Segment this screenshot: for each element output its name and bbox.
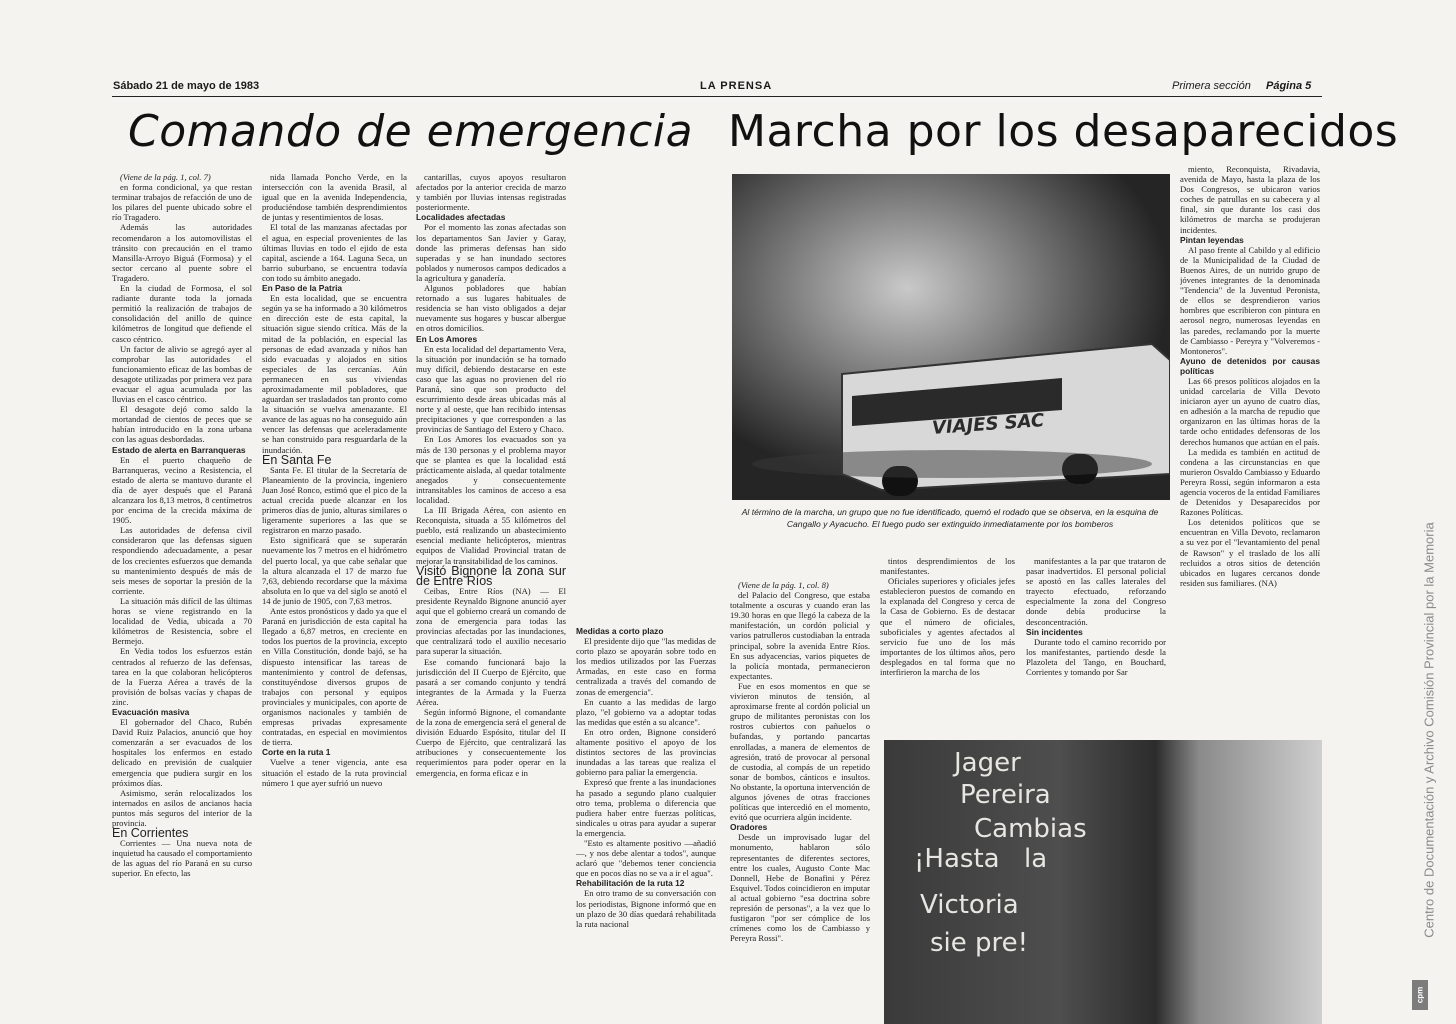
paragraph: Durante todo el camino recorrido por los manifestantes, partiendo desde la Plazoleta del Tango, en Bouchard, Corrientes y tomando por Sar	[1026, 636, 1166, 678]
paragraph: Esto significará que se superarán nuevamente los 7 metros en el hidrómetro del puerto local, ya que cabe señalar que la altura alcanzada el 17 de marzo fue 7,63, debiendo recordarse que la máxima absoluta en lo que va del siglo se anotó el 14 de junio de 1905, con 7,63 metros.	[262, 535, 407, 606]
section-heading: Visitó Bignone la zona sur de Entre Ríos	[416, 563, 566, 588]
article-column-4	[576, 626, 716, 1024]
subheading: En Los Amores	[416, 333, 478, 344]
paragraph: Vuelve a tener vigencia, ante esa situación el estado de la ruta provincial número 1 que ayer sufrió un nuevo	[262, 757, 407, 788]
paragraph: En otro tramo de su conversación con los periodistas, Bignone informó que en un plazo de 30 días quedará rehabilitada la ruta nacional	[576, 888, 716, 929]
paragraph: En el puerto chaqueño de Barranqueras, vecino a Resistencia, el estado de alerta se mantuvo durante el día de ayer después que el Paraná alcanzara los 8,13 metros, 8 centímetros por encima de la crecida máxima de 1905.	[112, 454, 252, 526]
graffiti-text: Jager	[954, 748, 1021, 778]
paragraph: Oficiales superiores y oficiales jefes establecieron puestos de comando en la explanada del Congreso y cerca de la Casa de Gobierno. Es de destacar que el número de oficiales, suboficiales y agentes afectados al servicio fue uno de los más importantes de los últimos años, pero desplegados en tal forma que no interfirieron la marcha de los	[880, 576, 1015, 678]
cpm-logo-text: cpm	[1415, 986, 1425, 1004]
newspaper-name: LA PRENSA	[700, 80, 773, 92]
paragraph: La situación más difícil de las últimas horas se viene registrando en la localidad de Vedia, ubicada a 70 kilómetros de Resistencia, sobre el Bermejo.	[112, 595, 252, 647]
paragraph: Corrientes — Una nueva nota de inquietud ha causado el comportamiento de las aguas del río Paraná en su curso superior. En efecto, las	[112, 838, 252, 879]
archive-credit-text: Centro de Documentación y Archivo Comisión Provincial por la Memoria	[1421, 522, 1437, 938]
paragraph: En Los Amores los evacuados son ya más de 130 personas y el problema mayor que se plantea es que la localidad está prácticamente aislada, al quedar totalmente anegados y consecuentemente intransitables los caminos de acceso a esa localidad.	[416, 434, 566, 505]
paragraph: En cuanto a las medidas de largo plazo, "el gobierno va a adoptar todas las medidas que estén a su alcance".	[576, 696, 716, 727]
subheading: Corte en la ruta 1	[262, 747, 331, 758]
header-rule	[112, 96, 1322, 97]
graffiti-text: la	[1024, 844, 1048, 874]
section-heading: En Santa Fe	[262, 452, 332, 467]
paragraph: manifestantes a la par que trataron de pasar inadvertidos. El personal policial se apostó en las calles laterales del trayecto efectuado, reforzando especialmente la zona del Congreso donde debía producirse la desconcentración.	[1026, 556, 1166, 627]
archive-credit	[1414, 480, 1444, 980]
paragraph: del Palacio del Congreso, que estaba totalmente a oscuras y cuando eran las 19.30 horas en que llegó la cabeza de la manifestación, un cordón policial y varios patrulleros custodiaban la entrada principal, sobre la avenida Entre Ríos. En sus adyacencias, varios piquetes de la policía montada, permanecieron expectantes.	[730, 590, 870, 681]
paragraph: Ante estos pronósticos y dado ya que el Paraná en jurisdicción de esta capital ha llegado a 6,87 metros, en creciente en todos los puertos de la provincia, excepto en Villa Constitución, donde bajó, se ha dispuesto intensificar las tareas de mantenimiento y control de defensas, constituyéndose diversos grupos de trabajos con personal y equipos provinciales y municipales, con aporte de organismos nacionales y también de empresas privadas expresamente contratadas, en especial en movimientos de tierra.	[262, 606, 407, 748]
paragraph: Santa Fe. El titular de la Secretaría de Planeamiento de la provincia, ingeniero Juan José Ronco, estimó que el pico de la actual crecida puede alcanzar en los primeros días de junio, alturas similares o ligeramente superiores a las que se registraron en marzo pasado.	[262, 464, 407, 536]
paragraph: Expresó que frente a las inundaciones ha pasado a segundo plano cualquier otro tema, problema o diferencia que pudiera haber entre fuerzas políticas, sindicales u otras para ayudar a superar la emergencia.	[576, 777, 716, 838]
paragraph: Asimismo, serán relocalizados los internados en asilos de ancianos hacia puntos más seguros del interior de la provincia.	[112, 787, 252, 828]
article-column-6	[880, 556, 1015, 734]
paragraph: El desagote dejó como saldo la mortandad de cientos de peces que se habían introducido en la zona urbana con las aguas desbordadas.	[112, 404, 252, 445]
paragraph: En la ciudad de Formosa, el sol radiante durante toda la jornada permitió la realización de trabajos de consolidación del anillo de quince kilómetros de longitud que defiende el casco céntrico.	[112, 283, 252, 344]
issue-date: Sábado 21 de mayo de 1983	[113, 80, 260, 92]
graffiti-text: Cambias	[974, 814, 1087, 844]
paragraph: Además las autoridades recomendaron a los automovilistas el tránsito con precaución en el tramo Mansilla-Arroyo Biguá (Formosa) y el sector cercano al puente sobre el Tragadero.	[112, 222, 252, 283]
paragraph: Al paso frente al Cabildo y al edificio de la Municipalidad de la Ciudad de Buenos Aires, de un nutrido grupo de jóvenes integrantes de la denominada "Tendencia" de la Juventud Peronista, de ellos se desprendieron varios hombres que escribieron con pintura en aerosol negro, numerosas leyendas en las paredes, reclamando por la muerte de Cambiasso - Pereyra y "Volveremos - Montoneros".	[1180, 244, 1320, 356]
paragraph: nida llamada Poncho Verde, en la intersección con la avenida Brasil, al igual que en la avenida Independencia, produciéndose también desprendimientos de juntas y resentimientos de losas.	[262, 172, 407, 223]
paragraph: En esta localidad, que se encuentra según ya se ha informado a 30 kilómetros en dirección este de esta capital, la situación sigue siendo crítica. Más de la mitad de la población, en especial las personas de edad avanzada y niños han sido evacuadas y alojados en sitios especiales de las cercanías. Aún permanecen en sus viviendas aproximadamente mil pobladores, que aguardan ser trasladados tan pronto como la situación se vuelva amenazante. El avance de las aguas no ha conseguido aún vencer las defensas que aceleradamente se han construido para resguardarla de la inundación.	[262, 293, 407, 455]
paragraph: El gobernador del Chaco, Rubén David Ruiz Palacios, anunció que hoy comenzarán a ser evacuados de los hospitales los enfermos en estado delicado en previsión de cualquier emergencia que pudiera surgir en los próximos días.	[112, 717, 252, 788]
paragraph: cantarillas, cuyos apoyos resultaron afectados por la anterior crecida de marzo y también por lluvias intensas registradas posteriormente.	[416, 172, 566, 213]
photo-graffiti	[884, 740, 1322, 1024]
paragraph: Según informó Bignone, el comandante de la zona de emergencia será el general de división Eduardo Espósito, titular del II Cuerpo de Ejército, que centralizará las atribuciones y consecuentemente los requerimientos para poder operar en la emergencia, en forma eficaz e in	[416, 706, 566, 778]
section-heading: En Corrientes	[112, 826, 189, 841]
paragraph: La III Brigada Aérea, con asiento en Reconquista, situada a 55 kilómetros del pueblo, está realizando un abastecimiento esencial mediante helicópteros, mientras equipos de Vialidad Provincial tratan de mejorar la transitabilidad de los caminos.	[416, 505, 566, 566]
article-column-3	[416, 172, 566, 1024]
article-column-5	[730, 580, 870, 1024]
paragraph: En esta localidad del departamento Vera, la situación por inundación se ha tornado muy difícil, debiendo destacarse en este caso que las aguas no provienen del río Paraná, sino que son producto del escurrimiento desde áreas ubicadas más al norte y al oeste, que han recibido intensas precipitaciones y que corresponden a las provincias de Santiago del Estero y Chaco.	[416, 343, 566, 435]
paragraph: Ceibas, Entre Ríos (NA) — El presidente Reynaldo Bignone anunció ayer aquí que el gobierno creará un comando de zona de emergencia para todas las provincias afectadas por las inundaciones, que centralizará todo el auxilio necesario para superar la situación.	[416, 585, 566, 657]
article-column-7	[1026, 556, 1166, 734]
graffiti-text: Victoria	[920, 890, 1019, 920]
paragraph: Las 66 presos políticos alojados en la unidad carcelaria de Villa Devoto iniciaron ayer un ayuno de cuatro días, en adhesión a la marcha de repudio que organizaron en las últimas horas de la tarde ocho entidades defensoras de los derechos humanos que actúan en el país.	[1180, 375, 1320, 447]
subheading: En Paso de la Patria	[262, 283, 343, 294]
paragraph: Los detenidos políticos que se encuentran en Villa Devoto, reclamaron a su vez por el "levantamiento del penal de Rawson" y el traslado de los allí recluidos a otros sitios de detención ubicados en lugares cercanos donde residen sus familiares. (NA)	[1180, 517, 1320, 588]
subheading: Estado de alerta en Barranqueras	[112, 444, 246, 455]
graffiti-text: ¡Hasta	[914, 844, 1000, 874]
paragraph: tintos desprendimientos de los manifestantes.	[880, 556, 1015, 577]
page-number: Página 5	[1266, 80, 1312, 92]
paragraph: en forma condicional, ya que restan terminar trabajos de refacción de uno de los pilares del puente ubicado sobre el río Tragadero.	[112, 182, 252, 223]
paragraph: El total de las manzanas afectadas por el agua, en especial provenientes de las últimas lluvias en todo el ejido de esta capital, asciende a 164. Laguna Seca, un barrio suburbano, se encuentra todavía con todo su ámbito anegado.	[262, 222, 407, 283]
subheading: Sin incidentes	[1026, 626, 1083, 637]
continued-note: (Viene de la pág. 1, col. 7)	[120, 172, 211, 182]
paragraph: Las autoridades de defensa civil consideraron que las defensas siguen respondiendo adecuadamente, a pesar de los crecientes esfuerzos que demanda su mantenimiento después de más de seis meses de soportar la presión de la corriente.	[112, 525, 252, 596]
bus-sign: VIAJES SAC	[931, 410, 1045, 439]
photo-caption: Al término de la marcha, un grupo que no fue identificado, quemó el rodado que se observa, en la esquina de Cangallo y Ayacucho. El fuego pudo ser extinguido inmediatamente por los bomberos	[741, 507, 1159, 529]
graffiti-text: Pereira	[960, 780, 1051, 810]
subheading: Ayuno de detenidos por causas políticas	[1180, 355, 1320, 376]
photo-burning-bus	[732, 174, 1170, 500]
article-column-2	[262, 172, 407, 1024]
paragraph: En Vedia todos los esfuerzos están centrados al refuerzo de las defensas, tarea en la que colaboran helicópteros de la Fuerza Aérea a través de la provisión de bolsas vacías y chapas de zinc.	[112, 646, 252, 707]
section-label: Primera sección	[1172, 80, 1251, 92]
subheading: Medidas a corto plazo	[576, 626, 664, 636]
paragraph: miento, Reconquista, Rivadavia, avenida de Mayo, hasta la plaza de los Dos Congresos, se ubicaron varios coches de patrullas en su cabecera y al final, sin que durante los casi dos kilómetros de marcha se produjeran incidentes.	[1180, 164, 1320, 235]
cpm-logo	[1412, 980, 1428, 1010]
graffiti-text: sie pre!	[930, 928, 1029, 958]
subheading: Rehabilitación de la ruta 12	[576, 878, 685, 889]
paragraph: "Esto es altamente positivo —añadió—, y nos debe alentar a todos", aunque aclaró que "debemos tener conciencia que en pocos días no se va a ir el agua".	[576, 837, 716, 879]
paragraph: Fue en esos momentos en que se vivieron minutos de tensión, al aproximarse frente al cordón policial un grupo de militantes peronistas con los rostros cubiertos con pañuelos o bufandas, y portando pancartas enrolladas, a manera de elementos de agresión, trató de provocar al personal de custodia, al compás de un repetido sonar de bombos, cánticos e insultos. No obstante, la oportuna intervención de algunos jóvenes de otras fracciones políticas que intercedió en el momento, evitó que ocurriera algún incidente.	[730, 680, 870, 823]
headline-march: Marcha por los desaparecidos	[728, 106, 1399, 157]
subheading: Localidades afectadas	[416, 212, 506, 223]
subheading: Oradores	[730, 822, 768, 833]
headline-emergency: Comando de emergencia	[128, 106, 694, 157]
paragraph: Ese comando funcionará bajo la jurisdicción del II Cuerpo de Ejército, que pasará a ser comando conjunto y tendrá integrantes de la Armada y la Fuerza Aérea.	[416, 656, 566, 707]
subheading: Evacuación masiva	[112, 706, 190, 717]
paragraph: Un factor de alivio se agregó ayer al comprobar las autoridades el funcionamiento eficaz de las bombas de desagote utilizadas por primera vez para evacuar el agua acumulada por las lluvias en el casco céntrico.	[112, 343, 252, 405]
bus-illustration	[732, 174, 1170, 500]
subheading: Pintan leyendas	[1180, 234, 1244, 245]
continued-note: (Viene de la pág. 1, col. 8)	[738, 580, 829, 590]
paragraph: En otro orden, Bignone consideró altamente positivo el apoyo de los distintos sectores de las provincias inundadas a las tareas que realiza el gobierno para paliar la emergencia.	[576, 726, 716, 778]
paragraph: Desde un improvisado lugar del monumento, hablaron sólo representantes de diferentes sectores, entre los cuales, Augusto Conte Mac Donnell, Hebe de Bonafini y Pérez Esquivel. Todos coincidieron en imputar al actual gobierno "esa doctrina sobre represión de personas", a la vez que lo fustigaron "por ser cómplice de los crímenes como los de Cambiasso y Pereyra Rossi".	[730, 832, 870, 944]
paragraph: Algunos pobladores que habían retornado a sus lugares habituales de residencia se han visto obligados a dejar nuevamente sus hogares y buscar albergue en otros domicilios.	[416, 283, 566, 334]
article-column-1	[112, 172, 252, 1024]
paragraph: Por el momento las zonas afectadas son los departamentos San Javier y Garay, donde las primeras defensas han sido superadas y se han inundado sectores poblados y numerosos campos dedicados a la agricultura y ganadería.	[416, 222, 566, 283]
paragraph: El presidente dijo que "las medidas de corto plazo se apoyarán sobre todo en los medios utilizados por las Fuerzas Armadas, en este caso en forma centralizada a través del comando de zonas de emergencia".	[576, 636, 716, 697]
article-column-8	[1180, 164, 1320, 736]
paragraph: La medida es también en actitud de condena a las circunstancias en que murieron Osvaldo Cambiasso y Eduardo Pereyra Rossi, según informaron a esta agencia voceros de la entidad Familiares de Detenidos y Desaparecidos por Razones Políticas.	[1180, 446, 1320, 518]
